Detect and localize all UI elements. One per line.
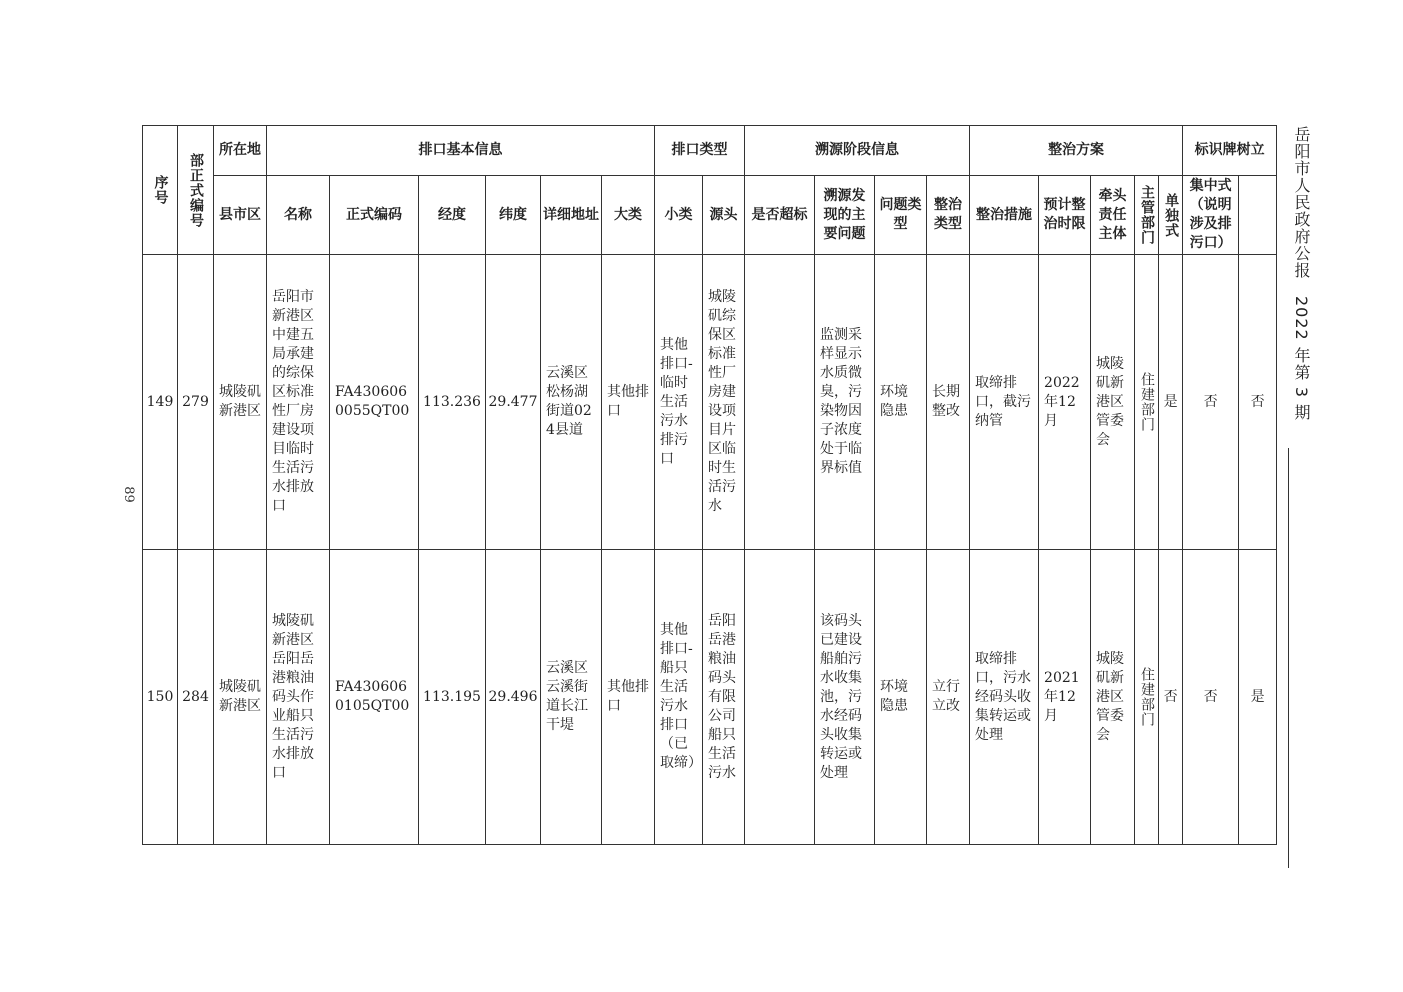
cell-lead: 城陵矶新港区管委会 <box>1091 255 1135 550</box>
header-trace-group: 溯源阶段信息 <box>745 126 970 176</box>
header-major: 大类 <box>602 176 655 255</box>
header-lat: 纬度 <box>486 176 541 255</box>
header-dept: 主管部门 <box>1135 176 1159 255</box>
cell-code: FA4306060055QT00 <box>330 255 419 550</box>
cell-dept-code: 284 <box>178 550 214 845</box>
header-deadline: 预计整治时限 <box>1039 176 1091 255</box>
header-plan-group: 整治方案 <box>970 126 1183 176</box>
header-outlet-type-group: 排口类型 <box>655 126 745 176</box>
header-lead: 牵头责任主体 <box>1091 176 1135 255</box>
cell-seq: 149 <box>143 255 178 550</box>
cell-addr: 云溪区松杨湖街道024县道 <box>541 255 602 550</box>
cell-done: 否 <box>1239 255 1277 550</box>
cell-single: 是 <box>1159 255 1183 550</box>
cell-central: 否 <box>1183 255 1239 550</box>
cell-finding: 监测采样显示水质微臭，污染物因子浓度处于临界标值 <box>815 255 875 550</box>
header-central: 集中式（说明涉及排污口） <box>1183 176 1239 255</box>
header-dept-code: 部正式编号 <box>178 126 214 255</box>
cell-deadline: 2021年12月 <box>1039 550 1091 845</box>
cell-measure: 取缔排口，污水经码头收集转运或处理 <box>970 550 1039 845</box>
cell-lat: 29.477 <box>486 255 541 550</box>
cell-exceed <box>745 255 815 550</box>
cell-county: 城陵矶新港区 <box>214 550 267 845</box>
header-sign-group: 标识牌树立 <box>1183 126 1277 176</box>
cell-lead: 城陵矶新港区管委会 <box>1091 550 1135 845</box>
cell-issue-type: 环境隐患 <box>875 255 927 550</box>
cell-deadline: 2022年12月 <box>1039 255 1091 550</box>
header-measure: 整治措施 <box>970 176 1039 255</box>
header-seq: 序号 <box>143 126 178 255</box>
header-name: 名称 <box>267 176 330 255</box>
cell-done: 是 <box>1239 550 1277 845</box>
cell-exceed <box>745 550 815 845</box>
cell-minor: 其他排口-临时生活污水排污口 <box>655 255 703 550</box>
gazette-running-title: 岳阳市人民政府公报 2022 年第 3 期 <box>1292 126 1311 422</box>
cell-dept: 住建部门 <box>1135 255 1159 550</box>
cell-name: 城陵矶新港区岳阳岳港粮油码头作业船只生活污水排放口 <box>267 550 330 845</box>
cell-source: 岳阳岳港粮油码头有限公司船只生活污水 <box>703 550 745 845</box>
cell-single: 否 <box>1159 550 1183 845</box>
cell-minor: 其他排口-船只生活污水排口（已取缔） <box>655 550 703 845</box>
header-lng: 经度 <box>419 176 486 255</box>
header-row-2 <box>143 176 1277 255</box>
cell-measure: 取缔排口，截污纳管 <box>970 255 1039 550</box>
cell-county: 城陵矶新港区 <box>214 255 267 550</box>
cell-lng: 113.236 <box>419 255 486 550</box>
header-county: 县市区 <box>214 176 267 255</box>
header-rect-type: 整治类型 <box>927 176 970 255</box>
cell-lat: 29.496 <box>486 550 541 845</box>
header-row-1 <box>143 126 1277 176</box>
page-number: 89 <box>120 486 136 503</box>
table-row <box>143 255 1277 550</box>
cell-addr: 云溪区云溪街道长江干堤 <box>541 550 602 845</box>
cell-central: 否 <box>1183 550 1239 845</box>
margin-rule <box>1288 448 1289 868</box>
header-code: 正式编码 <box>330 176 419 255</box>
cell-name: 岳阳市新港区中建五局承建的综保区标准性厂房建设项目临时生活污水排放口 <box>267 255 330 550</box>
header-single: 单独式 <box>1159 176 1183 255</box>
cell-finding: 该码头已建设船舶污水收集池，污水经码头收集转运或处理 <box>815 550 875 845</box>
cell-code: FA4306060105QT00 <box>330 550 419 845</box>
header-finding: 溯源发现的主要问题 <box>815 176 875 255</box>
sewage-outlet-table <box>142 125 1277 845</box>
cell-issue-type: 环境隐患 <box>875 550 927 845</box>
header-source: 源头 <box>703 176 745 255</box>
cell-major: 其他排口 <box>602 550 655 845</box>
header-issue-type: 问题类型 <box>875 176 927 255</box>
cell-dept: 住建部门 <box>1135 550 1159 845</box>
table-row <box>143 550 1277 845</box>
cell-rect-type: 长期整改 <box>927 255 970 550</box>
cell-lng: 113.195 <box>419 550 486 845</box>
header-addr: 详细地址 <box>541 176 602 255</box>
cell-dept-code: 279 <box>178 255 214 550</box>
cell-source: 城陵矶综保区标准性厂房建设项目片区临时生活污水 <box>703 255 745 550</box>
header-exceed: 是否超标 <box>745 176 815 255</box>
header-outlet-info-group: 排口基本信息 <box>267 126 655 176</box>
cell-major: 其他排口 <box>602 255 655 550</box>
cell-seq: 150 <box>143 550 178 845</box>
header-minor: 小类 <box>655 176 703 255</box>
header-location-group: 所在地 <box>214 126 267 176</box>
cell-rect-type: 立行立改 <box>927 550 970 845</box>
